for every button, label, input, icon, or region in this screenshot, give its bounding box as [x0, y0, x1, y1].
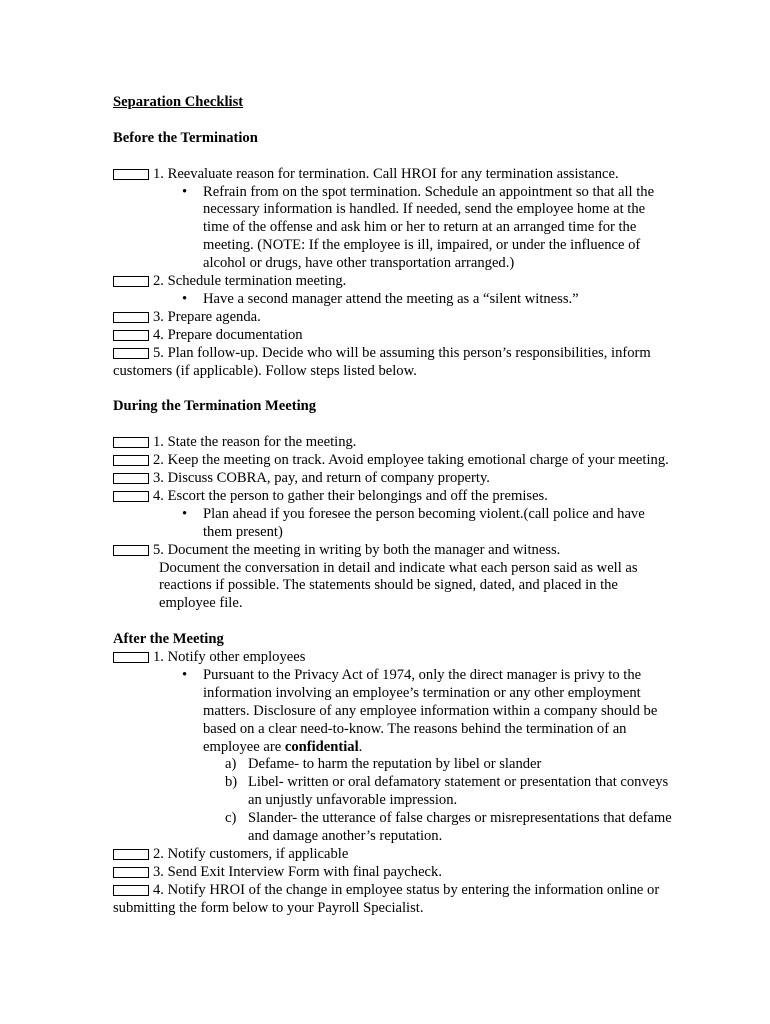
checklist-item [113, 542, 673, 560]
item-text: 5. Plan follow-up. Decide who will be assuming this person’s responsibilities, inform customers (if applicable). Follow steps listed below. [113, 344, 651, 379]
checklist-item [113, 882, 673, 918]
item-text: 1. State the reason for the meeting. [153, 434, 357, 451]
bullet-icon: • [182, 505, 188, 522]
bullet-icon: • [182, 290, 188, 307]
checklist-item [113, 864, 673, 882]
item-text: 1. Reevaluate reason for termination. Call HROI for any termination assistance. [153, 165, 619, 182]
bullet-text: Pursuant to the Privacy Act of 1974, only the direct manager is privy to the information involving an employee’s termination or any other employment matters. Disclosure of any employee information within a company should be based on a clear need-to-know. The reasons behind the termination of an employee are [203, 666, 658, 755]
checkbox[interactable] [113, 867, 149, 878]
emphasis-text: confidential [284, 738, 359, 755]
bullet-text-end: . [358, 738, 363, 755]
checklist-item [113, 846, 673, 864]
checkbox[interactable] [113, 652, 149, 663]
item-text: 4. Escort the person to gather their belongings and off the premises. [153, 487, 548, 504]
sub-item-text: Libel- written or oral defamatory statement or presentation that conveys an unjustly unfavorable impression. [248, 774, 669, 809]
checkbox[interactable] [113, 330, 149, 341]
bullet-item [113, 184, 673, 274]
bullet-text: Plan ahead if you foresee the person becoming violent.(call police and have them present) [203, 505, 645, 540]
checklist-item [113, 166, 673, 184]
checklist-item [113, 452, 673, 470]
checkbox[interactable] [113, 348, 149, 359]
section-heading-during: During the Termination Meeting [113, 398, 317, 415]
checkbox[interactable] [113, 455, 149, 466]
sub-item-text: Slander- the utterance of false charges or misrepresentations that defame and damage another’s reputation. [248, 810, 672, 845]
checkbox[interactable] [113, 276, 149, 287]
item-text: 5. Document the meeting in writing by both the manager and witness. [153, 541, 561, 558]
item-continuation: Document the conversation in detail and indicate what each person said as well as reactions if possible. The statements should be signed, dated, and placed in the employee file. [159, 559, 638, 612]
item-text: 3. Discuss COBRA, pay, and return of company property. [153, 469, 490, 486]
checklist-item [113, 649, 673, 667]
checklist-item [113, 327, 673, 345]
bullet-icon: • [182, 666, 188, 683]
sub-item-label: b) [225, 774, 238, 791]
checklist-item [113, 488, 673, 506]
checkbox[interactable] [113, 473, 149, 484]
bullet-text: Refrain from on the spot termination. Schedule an appointment so that all the necessary information is handled. If needed, send the employee home at the time of the offense and ask him or her to return at an arranged time for the meeting. (NOTE: If the employee is ill, impaired, or under the influence of alcohol or drugs, have other transportation arranged.) [203, 183, 655, 272]
document-page [113, 94, 673, 918]
checkbox[interactable] [113, 437, 149, 448]
checkbox[interactable] [113, 545, 149, 556]
bullet-item [113, 667, 673, 757]
item-text: 2. Notify customers, if applicable [153, 845, 349, 862]
checkbox[interactable] [113, 885, 149, 896]
bullet-item [113, 291, 673, 309]
bullet-icon: • [182, 183, 188, 200]
item-text: 2. Keep the meeting on track. Avoid employee taking emotional charge of your meeting. [153, 452, 669, 469]
checkbox[interactable] [113, 312, 149, 323]
bullet-text: Have a second manager attend the meeting as a “silent witness.” [203, 290, 579, 307]
checklist-item [113, 345, 673, 381]
checklist-item [113, 434, 673, 452]
sub-item-text: Defame- to harm the reputation by libel or slander [248, 756, 542, 773]
section-heading-after: After the Meeting [113, 631, 224, 648]
checkbox[interactable] [113, 169, 149, 180]
sub-item [113, 810, 673, 846]
sub-item [113, 756, 673, 774]
checkbox[interactable] [113, 491, 149, 502]
sub-item [113, 774, 673, 810]
checklist-item [113, 309, 673, 327]
page-title: Separation Checklist [113, 94, 244, 110]
item-text: 4. Prepare documentation [153, 326, 303, 343]
bullet-item [113, 506, 673, 542]
checklist-item [113, 273, 673, 291]
sub-item-label: a) [225, 756, 237, 773]
item-text: 3. Send Exit Interview Form with final paycheck. [153, 863, 442, 880]
item-text: 4. Notify HROI of the change in employee status by entering the information online or submitting the form below to your Payroll Specialist. [113, 881, 660, 916]
checkbox[interactable] [113, 849, 149, 860]
checklist-item [113, 470, 673, 488]
item-text: 2. Schedule termination meeting. [153, 273, 347, 290]
sub-item-label: c) [225, 810, 237, 827]
item-text: 3. Prepare agenda. [153, 308, 261, 325]
section-heading-before: Before the Termination [113, 129, 258, 146]
item-text: 1. Notify other employees [153, 649, 306, 666]
